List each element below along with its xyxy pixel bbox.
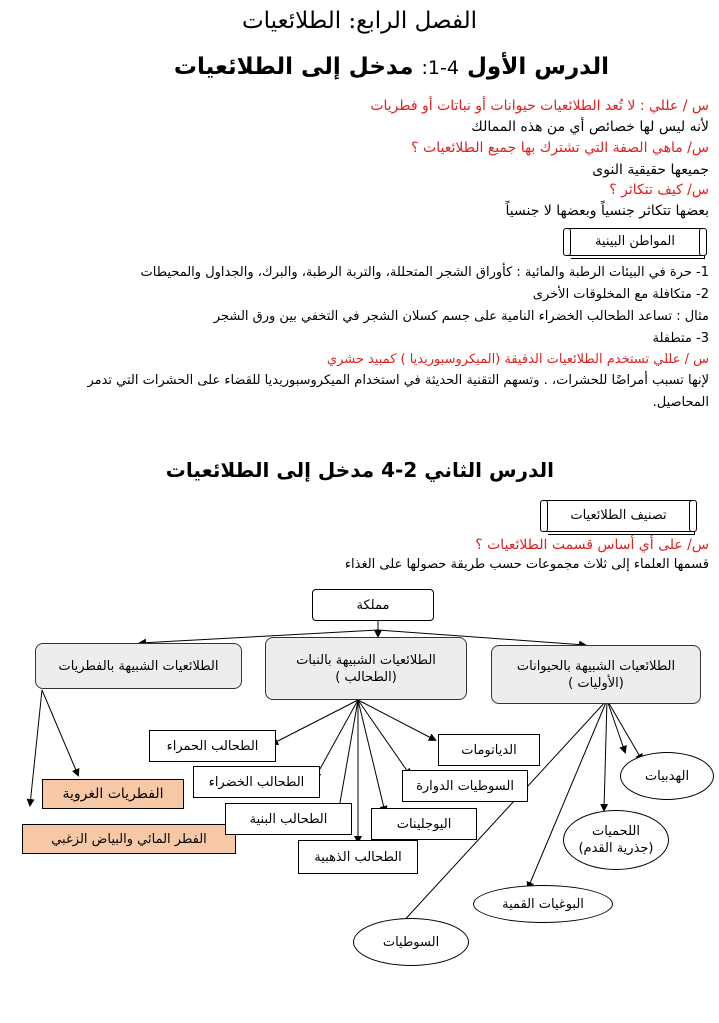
- question-micro: س / عللي تستخدم الطلائعيات الدقيقة (الميكروسبوريديا ) كمبيد حشري: [326, 352, 709, 367]
- habitats-heading: المواطن البينية: [568, 228, 702, 256]
- tree-root-kingdom: مملكة: [312, 589, 434, 621]
- animal-like-protists: [491, 645, 701, 704]
- lesson1-number: 4-1:: [421, 57, 459, 79]
- habitat-item-2: 2- متكافلة مع المخلوقات الأخرى: [532, 287, 709, 302]
- ciliates: الهدبيات: [620, 752, 714, 800]
- answer-2: جميعها حقيقية النوى: [592, 162, 709, 178]
- euglenoids: اليوجلينات: [371, 808, 477, 840]
- question-1: س / عللي : لا تُعد الطلائعيات حيوانات أو نباتات أو فطريات: [370, 98, 709, 114]
- sarcodines-sub: (جذرية القدم): [578, 841, 654, 856]
- water-molds-downy-mildew: الفطر المائي والبياض الزغبي: [22, 824, 236, 854]
- lesson1-prefix: الدرس الأول: [466, 54, 609, 80]
- classification-heading: تصنيف الطلائعيات: [545, 500, 692, 532]
- classification-question: س/ على أي أساس قسمت الطلائعيات ؟: [475, 537, 709, 553]
- classification-answer: قسمها العلماء إلى ثلاث مجموعات حسب طريقة حصولها على الغذاء: [344, 557, 709, 572]
- plant-like-label: الطلائعيات الشبيهة بالنبات: [296, 652, 436, 668]
- sarcodines-label: اللحميات: [592, 824, 640, 839]
- habitat-item-1: 1- حرة في البيئات الرطبة والمائية : كأوراق الشجر المتحللة، والتربة الرطبة، والبرك، والجداول والمحيطات: [140, 265, 709, 280]
- animal-like-label: الطلائعيات الشبيهة بالحيوانات: [516, 658, 676, 674]
- chapter-title: الفصل الرابع: الطلائعيات: [242, 8, 477, 34]
- question-2: س/ ماهي الصفة التي تشترك بها جميع الطلائعيات ؟: [411, 140, 709, 156]
- answer-3: بعضها تتكاثر جنسياً وبعضها لا جنسياً: [505, 203, 709, 219]
- answer-1: لأنه ليس لها خصائص أي من هذه الممالك: [471, 119, 709, 135]
- answer-micro-line1: لإنها تسبب أمراضًا للحشرات، . وتسهم التقنية الحديثة في استخدام الميكروسبوريديا للقضاء على الحشرات التي تدمر: [87, 373, 709, 388]
- habitat-item-3: 3- متطفلة: [652, 331, 709, 346]
- plant-like-protists: [265, 637, 467, 700]
- flagellates: السوطيات: [353, 918, 469, 966]
- sporozoans: البوغيات القمية: [473, 885, 613, 923]
- question-3: س/ كيف تتكاثر ؟: [609, 182, 709, 198]
- golden-algae: الطحالب الذهبية: [298, 840, 418, 874]
- lesson1-title: مدخل إلى الطلائعيات: [173, 54, 414, 80]
- answer-micro-line2: المحاصيل.: [652, 395, 709, 410]
- plant-like-sub: (الطحالب ): [335, 669, 397, 685]
- red-algae: الطحالب الحمراء: [149, 730, 276, 762]
- habitat-example: مثال : تساعد الطحالب الخضراء النامية على جسم كسلان الشجر في التخفي بين ورق الشجر: [213, 309, 709, 324]
- slime-molds: الفطريات الغروية: [42, 779, 184, 809]
- green-algae: الطحالب الخضراء: [193, 766, 320, 798]
- sarcodines: [563, 810, 669, 870]
- animal-like-sub: (الأوليات ): [568, 675, 624, 691]
- fungus-like-protists: الطلائعيات الشبيهة بالفطريات: [35, 643, 242, 689]
- dinoflagellates: السوطيات الدوارة: [402, 770, 528, 802]
- lesson2-title: الدرس الثاني 2-4 مدخل إلى الطلائعيات: [165, 458, 554, 482]
- diatoms: الدياتومات: [438, 734, 540, 766]
- brown-algae: الطحالب البنية: [225, 803, 352, 835]
